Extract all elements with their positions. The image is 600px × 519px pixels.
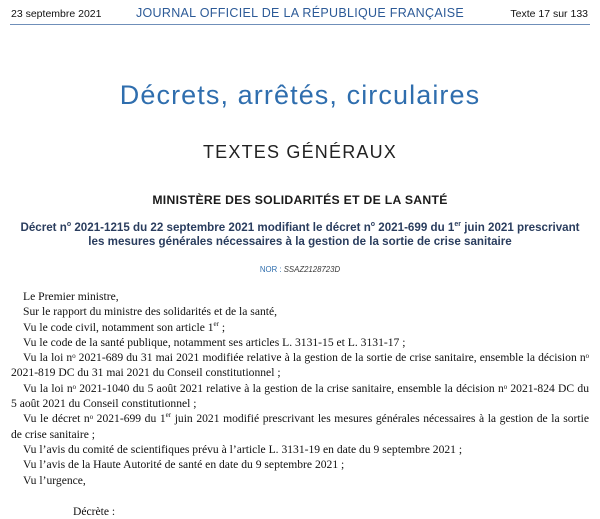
decree-title-sup: o [66,221,72,229]
visa-text: ; [219,320,226,334]
text-number: Texte 17 sur 133 [510,8,588,20]
visa-urgence: Vu l’urgence, [23,473,86,487]
visa-sup: er [213,319,219,328]
decree-title-sup: er [454,221,461,229]
visa-avis-comite: Vu l’avis du comité de scientifiques prévu à l’article L. 3131-19 en date du 9 septembre 2021 ; [23,442,463,456]
decree-title [12,221,588,249]
section-title: Décrets, arrêtés, circulaires [119,80,481,110]
decree-title-sup: o [370,221,376,229]
decree-title-part: 2021-699 du 1 [375,221,455,234]
header-rule [10,24,590,25]
decree-title-part: juin 2021 prescrivant les mesures générales nécessaires à la gestion de la sortie de crise sanitaire [88,221,580,248]
visa-loi-2021-1040: Vu la loi nᵒ 2021-1040 du 5 août 2021 relative à la gestion de la crise sanitaire, ensemble la décision nᵒ 2021-824 DC du 5 août 2021 du Conseil constitutionnel ; [11,381,589,411]
decree-body [11,289,589,519]
visa-code-sante: Vu le code de la santé publique, notamment ses articles L. 3131-15 et L. 3131-17 ; [23,335,406,349]
visa-loi-2021-689: Vu la loi nᵒ 2021-689 du 31 mai 2021 modifiée relative à la gestion de la sortie de crise sanitaire, ensemble la décision nᵒ 2021-819 DC du 31 mai 2021 du Conseil constitutionnel ; [11,351,589,380]
visa-avis-has: Vu l’avis de la Haute Autorité de santé en date du 9 septembre 2021 ; [23,458,345,472]
visa-text: Vu le code civil, notamment son article 1 [23,320,214,334]
rapport-line: Sur le rapport du ministre des solidarités et de la santé, [23,305,278,319]
publication-date: 23 septembre 2021 [11,8,102,20]
decree-title-part: 2021-1215 du 22 septembre 2021 modifiant le décret n [71,221,371,234]
decrete-line: Décrète : [73,504,116,518]
visa-sup: er [165,411,172,420]
visa-text: juin 2021 modifié prescrivant les mesures générales nécessaires à la gestion de la sortie de crise sanitaire ; [11,412,589,441]
nor-reference [0,265,600,274]
ministry-name: MINISTÈRE DES SOLIDARITÉS ET DE LA SANTÉ [152,193,448,207]
sub-title: TEXTES GÉNÉRAUX [202,142,398,162]
decree-title-part: Décret n [20,221,67,234]
visa-decret-2021-699 [11,411,589,442]
nor-code: SSAZ2128723D [283,265,341,274]
page-header [0,6,600,22]
visa-code-civil [11,320,589,335]
nor-label: NOR : [259,265,284,274]
visa-text: Vu le décret nᵒ 2021-699 du 1 [23,412,166,426]
premier-ministre: Le Premier ministre, [23,290,119,303]
journal-title: JOURNAL OFFICIEL DE LA RÉPUBLIQUE FRANÇAISE [135,6,465,20]
